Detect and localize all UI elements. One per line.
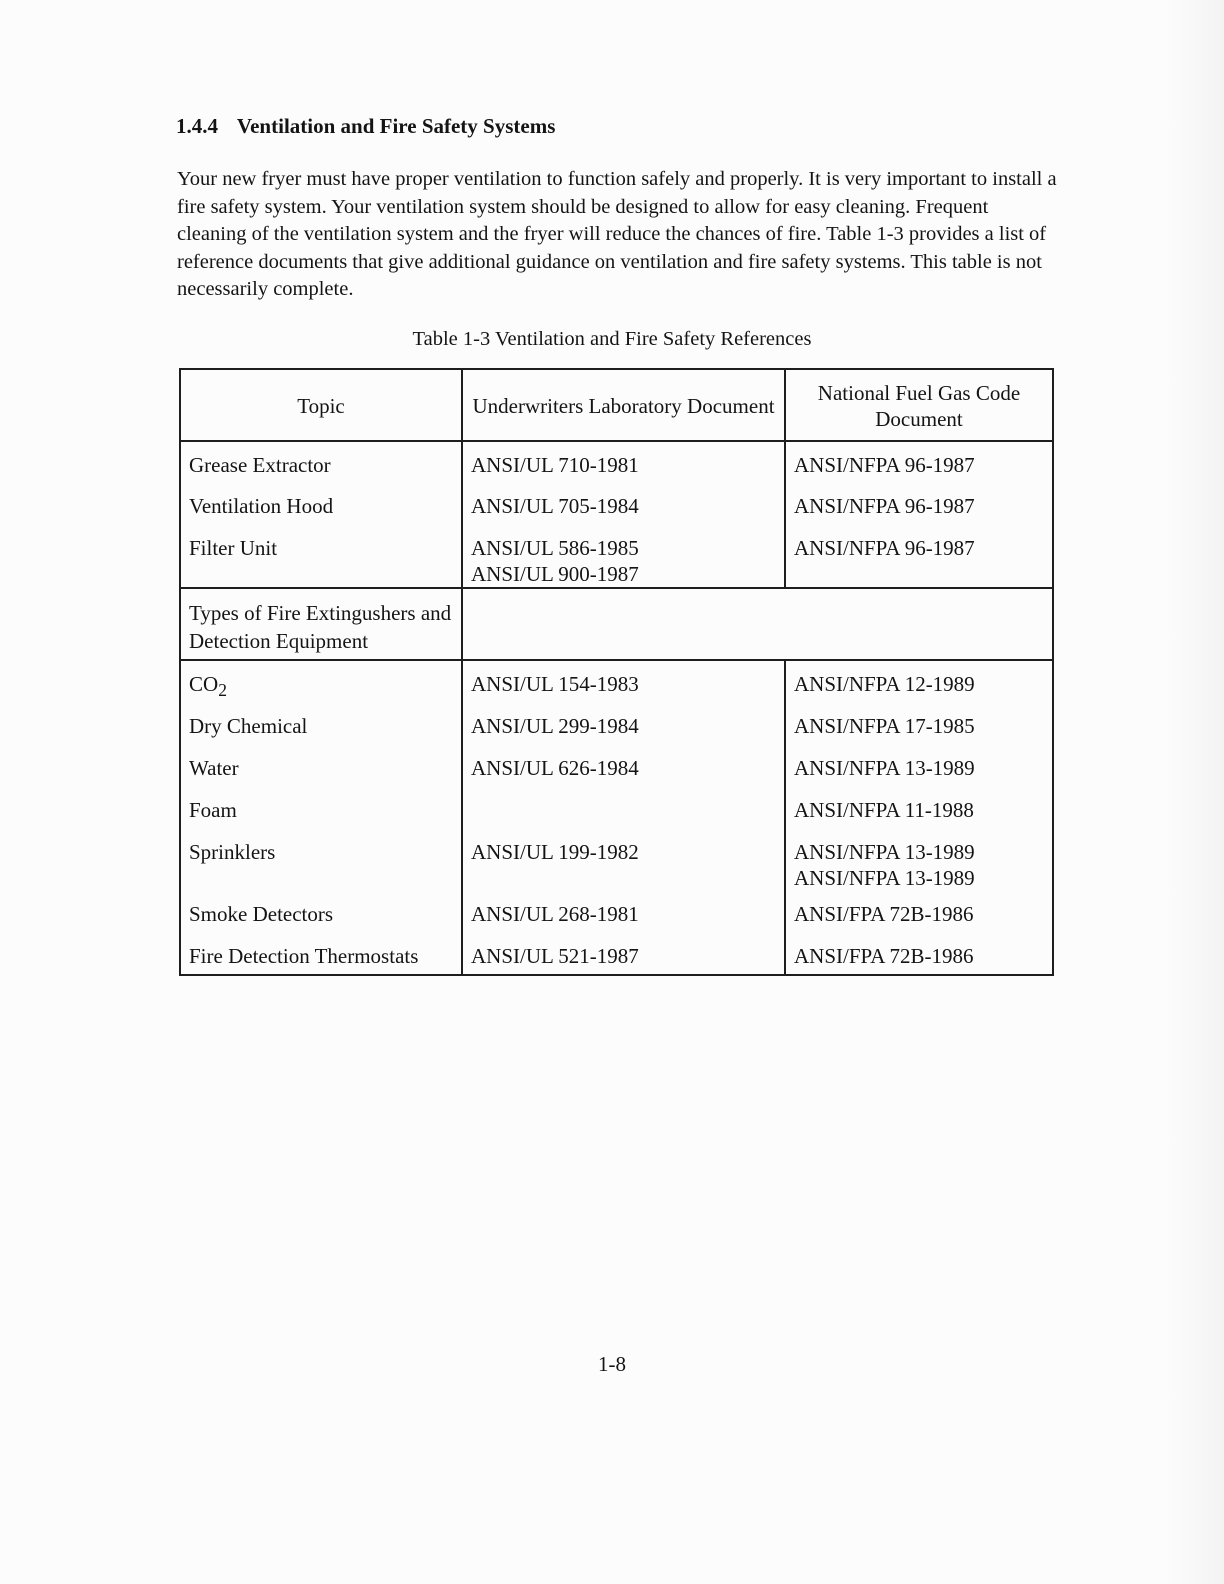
nfpa-document-ref: ANSI/NFPA 13-1989: [794, 840, 975, 865]
table-row: [180, 660, 1053, 703]
nfpa-document-cell: [785, 933, 1053, 975]
nfpa-document-cell: [785, 745, 1053, 787]
ul-document-cell: [462, 660, 785, 703]
topic-cell: [180, 787, 462, 829]
nfpa-document-cell: [785, 441, 1053, 483]
ul-document-ref: ANSI/UL 521-1987: [471, 944, 639, 969]
ul-document-ref: ANSI/UL 268-1981: [471, 902, 639, 927]
table-row: [180, 787, 1053, 829]
header-ul-document: Underwriters Laboratory Document: [462, 369, 785, 441]
topic-cell: [180, 703, 462, 745]
table-row: [180, 933, 1053, 975]
ul-document-ref: ANSI/UL 705-1984: [471, 494, 639, 518]
nfpa-document-cell: [785, 660, 1053, 703]
topic-text: Smoke Detectors: [189, 902, 334, 927]
nfpa-document-cell: [785, 891, 1053, 933]
nfpa-document-cell: [785, 787, 1053, 829]
nfpa-document-ref: ANSI/NFPA 12-1989: [794, 672, 975, 696]
ul-document-ref: ANSI/UL 710-1981: [471, 453, 639, 477]
fire-subheading-group: [180, 588, 1053, 660]
topic-text: Foam: [189, 798, 237, 823]
ul-document-ref: ANSI/UL 626-1984: [471, 756, 639, 781]
topic-text: Dry Chemical: [189, 714, 308, 739]
fire-equipment-group: [180, 660, 1053, 975]
nfpa-document-cell: [785, 829, 1053, 891]
ul-document-cell: [462, 933, 785, 975]
page-number: 1-8: [598, 1352, 626, 1376]
topic-text: Fire Detection Thermostats: [189, 944, 419, 969]
table-header-row: [180, 369, 1053, 441]
table-row: [180, 483, 1053, 525]
table-caption: Table 1-3 Ventilation and Fire Safety References: [412, 328, 812, 350]
ul-document-cell: [462, 891, 785, 933]
table-row: [180, 703, 1053, 745]
topic-cell: [180, 525, 462, 588]
topic-cell: [180, 660, 462, 703]
nfpa-document-ref: ANSI/NFPA 96-1987: [794, 494, 975, 518]
ul-document-cell: [462, 787, 785, 829]
header-nfpa-document: National Fuel Gas Code Document: [785, 369, 1053, 441]
subheading-cell: Types of Fire Extingushers and Detection Equipment: [180, 588, 462, 660]
nfpa-document-cell: [785, 525, 1053, 588]
topic-text: Water: [189, 756, 239, 781]
ul-document-cell: [462, 829, 785, 891]
topic-cell: [180, 933, 462, 975]
table-row: [180, 829, 1053, 891]
references-table: [179, 368, 1054, 976]
topic-text: Sprinklers: [189, 840, 276, 865]
ul-document-cell: [462, 525, 785, 588]
topic-text: CO: [189, 672, 219, 696]
table-row: [180, 525, 1053, 588]
table-row: [180, 891, 1053, 933]
section-number: 1.4.4: [176, 114, 218, 138]
header-topic: Topic: [180, 369, 462, 441]
intro-paragraph: Your new fryer must have proper ventilation to function safely and properly. It is very important to install a fire safety system. Your ventilation system should be designed to allow for easy cleaning. Frequent cleaning of the ventilation system and the fryer will reduce the chances of fire. Table 1-3 provides a list of reference documents that give additional guidance on ventilation and fire safety systems. This table is not necessarily complete.: [177, 168, 1057, 300]
ul-document-cell: [462, 483, 785, 525]
nfpa-document-ref: ANSI/FPA 72B-1986: [794, 902, 974, 927]
topic-cell: [180, 483, 462, 525]
topic-cell: [180, 829, 462, 891]
nfpa-document-cell: [785, 483, 1053, 525]
ul-document-ref: ANSI/UL 900-1987: [471, 562, 639, 586]
ul-document-ref: ANSI/UL 299-1984: [471, 714, 639, 739]
nfpa-document-ref: ANSI/NFPA 13-1989: [794, 866, 975, 891]
topic-text: Filter Unit: [189, 536, 278, 560]
topic-text: Grease Extractor: [189, 453, 331, 477]
subheading-empty-cell: [462, 588, 1053, 660]
ul-document-ref: ANSI/UL 199-1982: [471, 840, 639, 865]
nfpa-document-ref: ANSI/NFPA 11-1988: [794, 798, 974, 823]
subheading-row: [180, 588, 1053, 660]
table-row: [180, 745, 1053, 787]
topic-cell: [180, 441, 462, 483]
section-heading: [176, 114, 555, 139]
nfpa-document-cell: [785, 703, 1053, 745]
ul-document-ref: ANSI/UL 154-1983: [471, 672, 639, 696]
ventilation-group: [180, 441, 1053, 588]
topic-subscript: 2: [218, 680, 227, 701]
topic-text: Ventilation Hood: [189, 494, 334, 518]
page-edge-shadow: [1164, 0, 1224, 1584]
nfpa-document-ref: ANSI/NFPA 17-1985: [794, 714, 975, 739]
ul-document-ref: ANSI/UL 586-1985: [471, 536, 639, 560]
table-row: [180, 441, 1053, 483]
section-title: Ventilation and Fire Safety Systems: [236, 114, 556, 138]
ul-document-cell: [462, 745, 785, 787]
ul-document-cell: [462, 703, 785, 745]
nfpa-document-ref: ANSI/NFPA 96-1987: [794, 536, 975, 560]
topic-cell: [180, 745, 462, 787]
topic-cell: [180, 891, 462, 933]
ul-document-cell: [462, 441, 785, 483]
nfpa-document-ref: ANSI/NFPA 13-1989: [794, 756, 975, 781]
nfpa-document-ref: ANSI/NFPA 96-1987: [794, 453, 975, 477]
nfpa-document-ref: ANSI/FPA 72B-1986: [794, 944, 974, 969]
